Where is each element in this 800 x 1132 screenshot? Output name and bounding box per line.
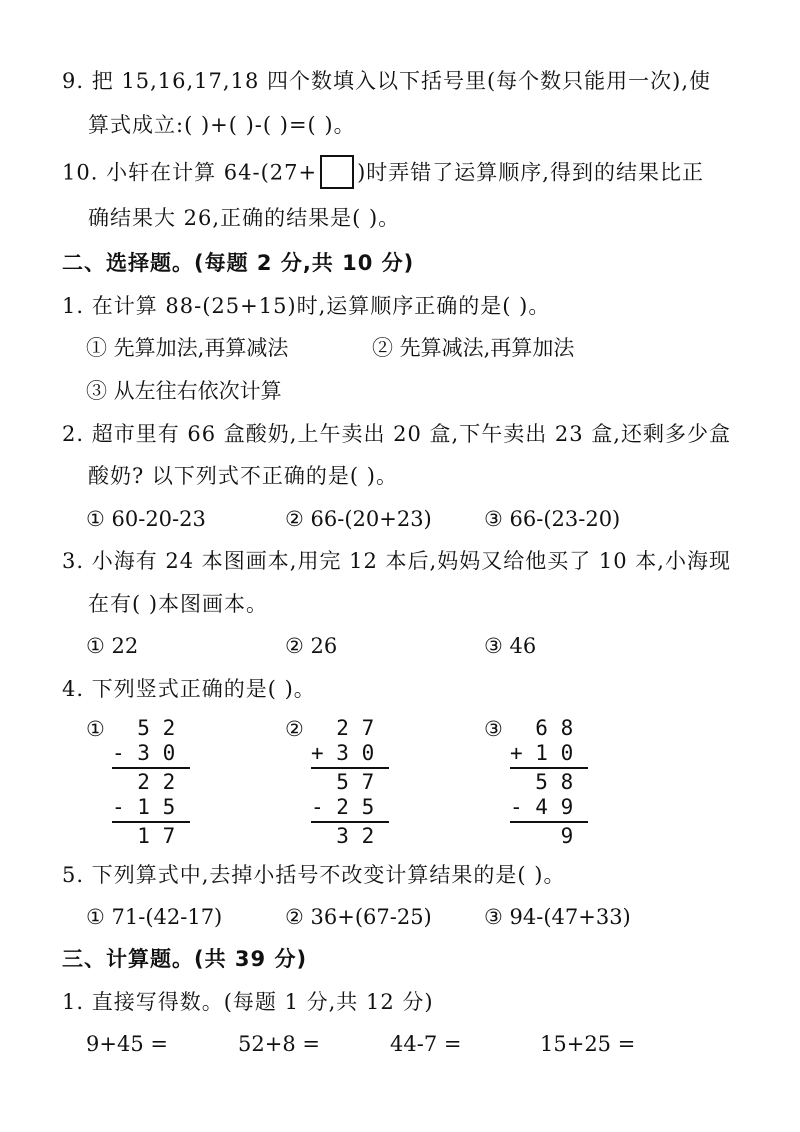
s2-q3-option-3[interactable]: ③ 46	[484, 634, 537, 658]
calc-row: 5 8	[510, 770, 574, 794]
calc-row: - 1 5	[112, 795, 176, 819]
s2-q2-option-2[interactable]: ② 66-(20+23)	[285, 507, 432, 531]
s2-q4-line1: 4. 下列竖式正确的是( )。	[62, 677, 316, 701]
calc-divider	[510, 767, 588, 769]
q10-line2: 确结果大 26,正确的结果是( )。	[88, 206, 401, 230]
calc-row: + 1 0	[510, 741, 574, 765]
vertical-calc-marker: ①	[86, 717, 105, 741]
calc-row: - 2 5	[311, 795, 375, 819]
s2-q2-option-1[interactable]: ① 60-20-23	[86, 507, 206, 531]
s2-q3-option-2[interactable]: ② 26	[285, 634, 338, 658]
section3-title: 三、计算题。(共 39 分)	[62, 947, 308, 971]
s2-q5-option-2[interactable]: ② 36+(67-25)	[285, 905, 432, 929]
s3-expr-2[interactable]: 52+8 =	[238, 1032, 320, 1056]
calc-row: - 4 9	[510, 795, 574, 819]
s2-q5-option-3[interactable]: ③ 94-(47+33)	[484, 905, 631, 929]
s2-q5-option-1[interactable]: ① 71-(42-17)	[86, 905, 223, 929]
calc-divider	[510, 821, 588, 823]
calc-divider	[112, 767, 190, 769]
calc-row: 2 2	[112, 770, 176, 794]
q9-line2: 算式成立:( )+( )-( )=( )。	[88, 113, 356, 137]
calc-row: 2 7	[311, 716, 375, 740]
vertical-calc-marker: ③	[484, 717, 503, 741]
q9-line1: 9. 把 15,16,17,18 四个数填入以下括号里(每个数只能用一次),使	[62, 69, 712, 93]
calc-row: 3 2	[311, 824, 375, 848]
answer-box[interactable]	[320, 155, 354, 189]
s2-q1-line1: 1. 在计算 88-(25+15)时,运算顺序正确的是( )。	[62, 294, 551, 318]
calc-row: 6 8	[510, 716, 574, 740]
s2-q2-option-3[interactable]: ③ 66-(23-20)	[484, 507, 621, 531]
calc-divider	[311, 821, 389, 823]
q10-text-a: 10. 小轩在计算 64-(27+	[62, 160, 318, 185]
calc-row: 5 7	[311, 770, 375, 794]
s2-q1-option-2[interactable]: ② 先算减法,再算加法	[372, 336, 575, 360]
s2-q2-line2: 酸奶? 以下列式不正确的是( )。	[88, 464, 398, 488]
s2-q5-line1: 5. 下列算式中,去掉小括号不改变计算结果的是( )。	[62, 863, 566, 887]
s2-q3-line1: 3. 小海有 24 本图画本,用完 12 本后,妈妈又给他买了 10 本,小海现	[62, 549, 731, 573]
s3-sub1: 1. 直接写得数。(每题 1 分,共 12 分)	[62, 990, 434, 1014]
q10-text-b: )时弄错了运算顺序,得到的结果比正	[357, 160, 704, 185]
calc-row: + 3 0	[311, 741, 375, 765]
calc-divider	[112, 821, 190, 823]
s2-q1-option-1[interactable]: ① 先算加法,再算减法	[86, 336, 289, 360]
s2-q3-option-1[interactable]: ① 22	[86, 634, 139, 658]
section2-title: 二、选择题。(每题 2 分,共 10 分)	[62, 251, 415, 275]
calc-row: 5 2	[112, 716, 176, 740]
s3-expr-1[interactable]: 9+45 =	[86, 1032, 168, 1056]
s2-q1-option-3[interactable]: ③ 从左往右依次计算	[86, 379, 282, 403]
s2-q2-line1: 2. 超市里有 66 盒酸奶,上午卖出 20 盒,下午卖出 23 盒,还剩多少盒	[62, 422, 731, 446]
s3-expr-3[interactable]: 44-7 =	[390, 1032, 462, 1056]
vertical-calc-marker: ②	[285, 717, 304, 741]
calc-row: 9	[510, 824, 574, 848]
q10-line1	[62, 157, 704, 191]
s2-q3-line2: 在有( )本图画本。	[88, 592, 269, 616]
calc-row: 1 7	[112, 824, 176, 848]
calc-row: - 3 0	[112, 741, 176, 765]
s3-expr-4[interactable]: 15+25 =	[540, 1032, 636, 1056]
calc-divider	[311, 767, 389, 769]
